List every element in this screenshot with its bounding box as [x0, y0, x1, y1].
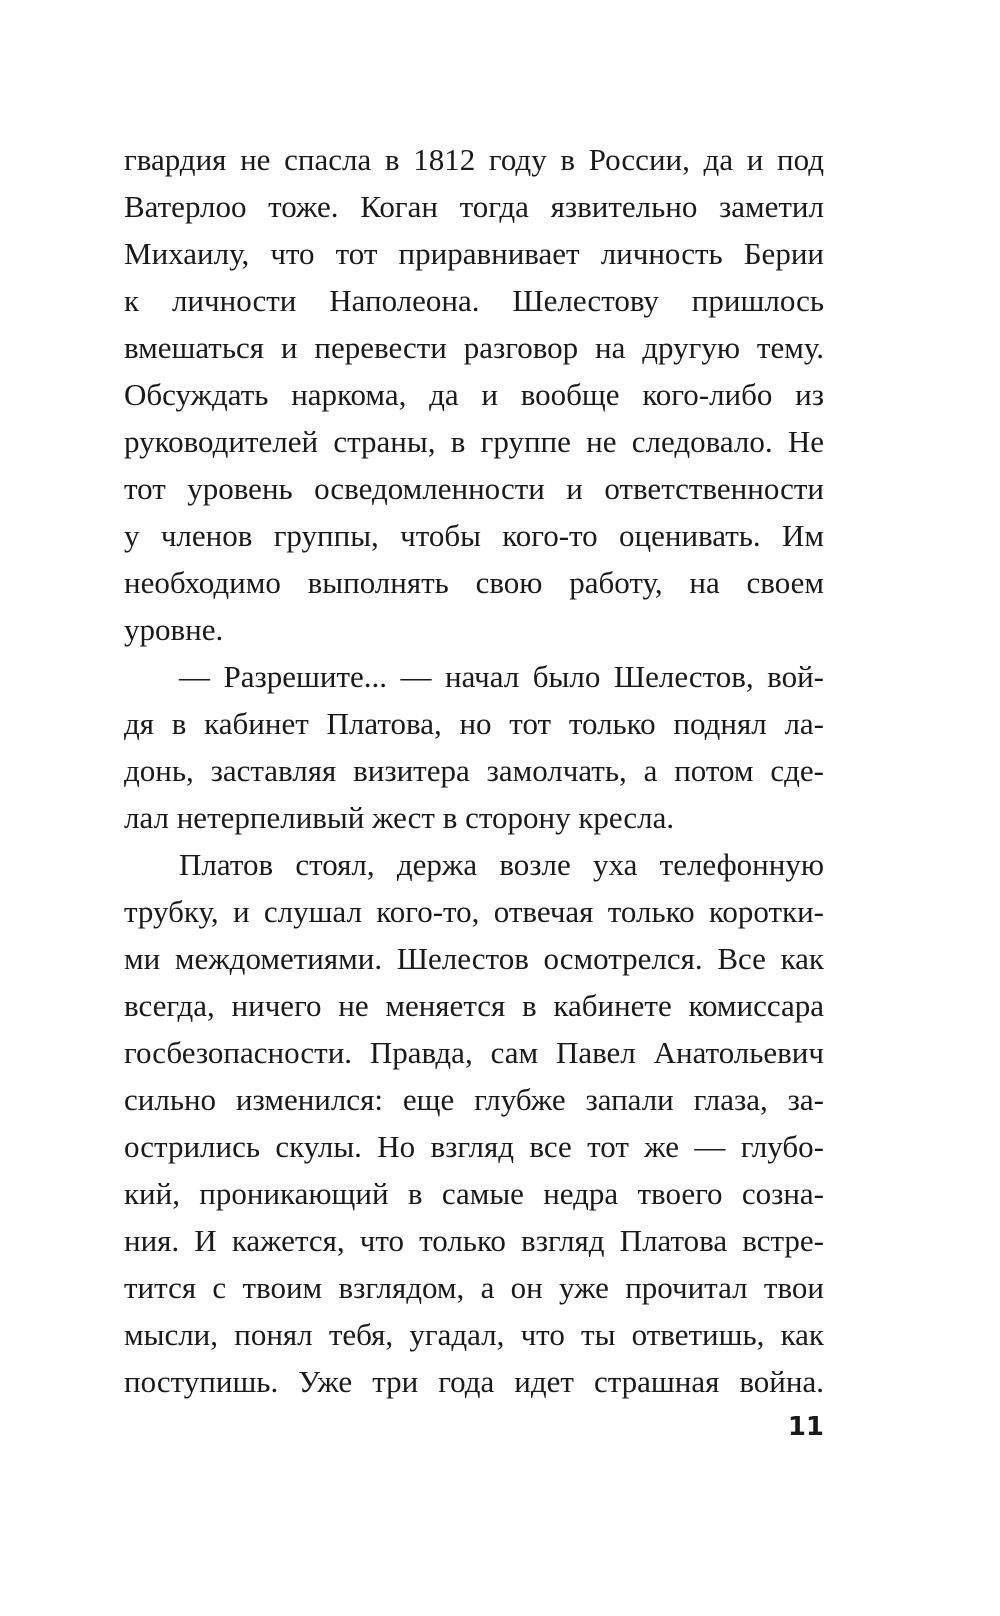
text-line: руководителей страны, в группе не следовало. Не	[124, 424, 824, 459]
text-line: Обсуждать наркома, да и вообще кого-либо из	[124, 377, 824, 412]
text-line: острились скулы. Но взгляд все тот же — глубо-	[124, 1129, 824, 1164]
text-line: тится с твоим взглядом, а он уже прочитал твои	[124, 1270, 824, 1305]
text-line: уровне.	[124, 612, 224, 647]
text-line: Михаилу, что тот приравнивает личность Берии	[124, 236, 824, 271]
text-line: дя в кабинет Платова, но тот только поднял ла-	[124, 706, 824, 741]
page-number: 11	[787, 1412, 824, 1442]
text-line: мысли, понял тебя, угадал, что ты ответишь, как	[124, 1317, 824, 1352]
text-line: ми междометиями. Шелестов осмотрелся. Все как	[124, 941, 824, 976]
text-line: у членов группы, чтобы кого-то оценивать. Им	[124, 518, 824, 553]
text-line: Платов стоял, держа возле уха телефонную	[179, 847, 824, 882]
text-line: поступишь. Уже три года идет страшная война.	[124, 1364, 824, 1399]
text-line: лал нетерпеливый жест в сторону кресла.	[124, 800, 675, 835]
text-line: донь, заставляя визитера замолчать, а потом сде-	[124, 753, 824, 788]
text-line: кий, проникающий в самые недра твоего созна-	[124, 1176, 824, 1211]
text-line: тот уровень осведомленности и ответственности	[124, 471, 824, 506]
text-line: необходимо выполнять свою работу, на своем	[124, 565, 824, 600]
text-line: гвардия не спасла в 1812 году в России, да и под	[124, 142, 824, 177]
text-line: сильно изменился: еще глубже запали глаза, за-	[124, 1082, 824, 1117]
text-line: — Разрешите... — начал было Шелестов, вой-	[179, 659, 824, 694]
text-line: к личности Наполеона. Шелестову пришлось	[124, 283, 824, 318]
text-line: ния. И кажется, что только взгляд Платова встре-	[124, 1223, 824, 1258]
body-text	[124, 136, 824, 1405]
text-line: всегда, ничего не меняется в кабинете комиссара	[124, 988, 824, 1023]
text-line: вмешаться и перевести разговор на другую тему.	[124, 330, 824, 365]
text-line: госбезопасности. Правда, сам Павел Анатольевич	[124, 1035, 824, 1070]
text-line: Ватерлоо тоже. Коган тогда язвительно заметил	[124, 189, 824, 224]
text-line: трубку, и слушал кого-то, отвечая только коротки-	[124, 894, 824, 929]
